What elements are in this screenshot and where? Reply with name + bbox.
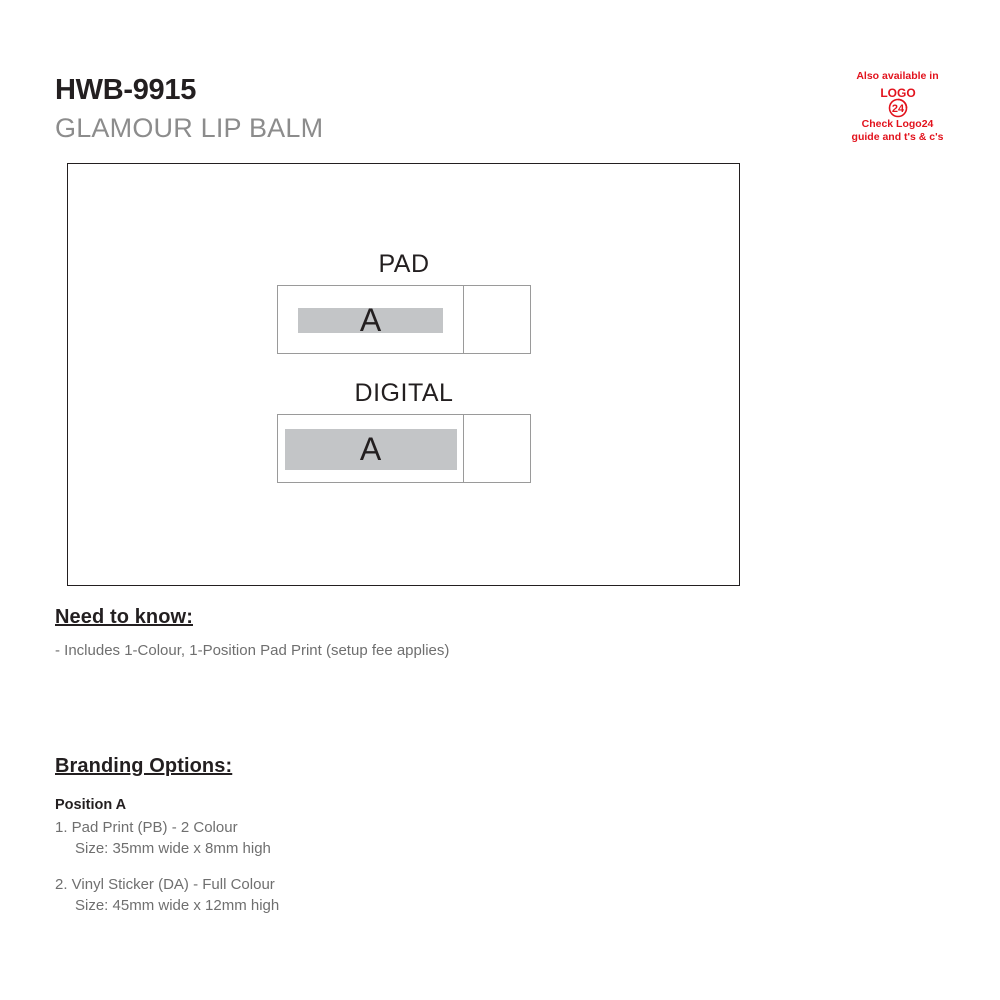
product-name: GLAMOUR LIP BALM — [55, 113, 324, 143]
branding-option-item — [55, 875, 279, 916]
need-to-know-line: - Includes 1-Colour, 1-Position Pad Print (setup fee applies) — [55, 642, 450, 659]
method-label-digital: DIGITAL — [354, 379, 454, 407]
svg-text:LOGO: LOGO — [879, 86, 916, 101]
logo24-line-3: guide and t's & c's — [851, 131, 944, 144]
branding-option-name: 1. Pad Print (PB) - 2 Colour — [55, 819, 238, 836]
lip-balm-illustration-pad — [277, 285, 531, 354]
logo24-badge — [830, 70, 965, 144]
branding-method-pad — [210, 252, 598, 354]
logo24-line-2: Check Logo24 — [861, 118, 934, 131]
branding-options-heading: Branding Options: — [55, 755, 233, 777]
product-visual-box — [67, 163, 740, 586]
branding-option-item — [55, 818, 271, 859]
position-letter-digital: A — [359, 430, 382, 467]
position-title: Position A — [55, 797, 127, 813]
branding-option-size: Size: 45mm wide x 12mm high — [75, 896, 280, 914]
lip-balm-cap-pad — [464, 286, 530, 353]
branding-option-name: 2. Vinyl Sticker (DA) - Full Colour — [55, 876, 275, 893]
page-title: HWB-9915 — [55, 74, 197, 106]
lip-balm-body-digital — [278, 415, 464, 482]
branding-method-digital — [210, 381, 598, 483]
logo24-mark-icon — [830, 84, 965, 118]
svg-text:24: 24 — [891, 103, 904, 116]
position-letter-pad: A — [359, 301, 382, 338]
branding-option-size: Size: 35mm wide x 8mm high — [75, 839, 271, 857]
logo24-line-1: Also available in — [856, 70, 939, 82]
lip-balm-illustration-digital — [277, 414, 531, 483]
need-to-know-heading: Need to know: — [55, 606, 193, 628]
lip-balm-cap-digital — [464, 415, 530, 482]
lip-balm-body-pad — [278, 286, 464, 353]
method-label-pad: PAD — [378, 250, 430, 278]
